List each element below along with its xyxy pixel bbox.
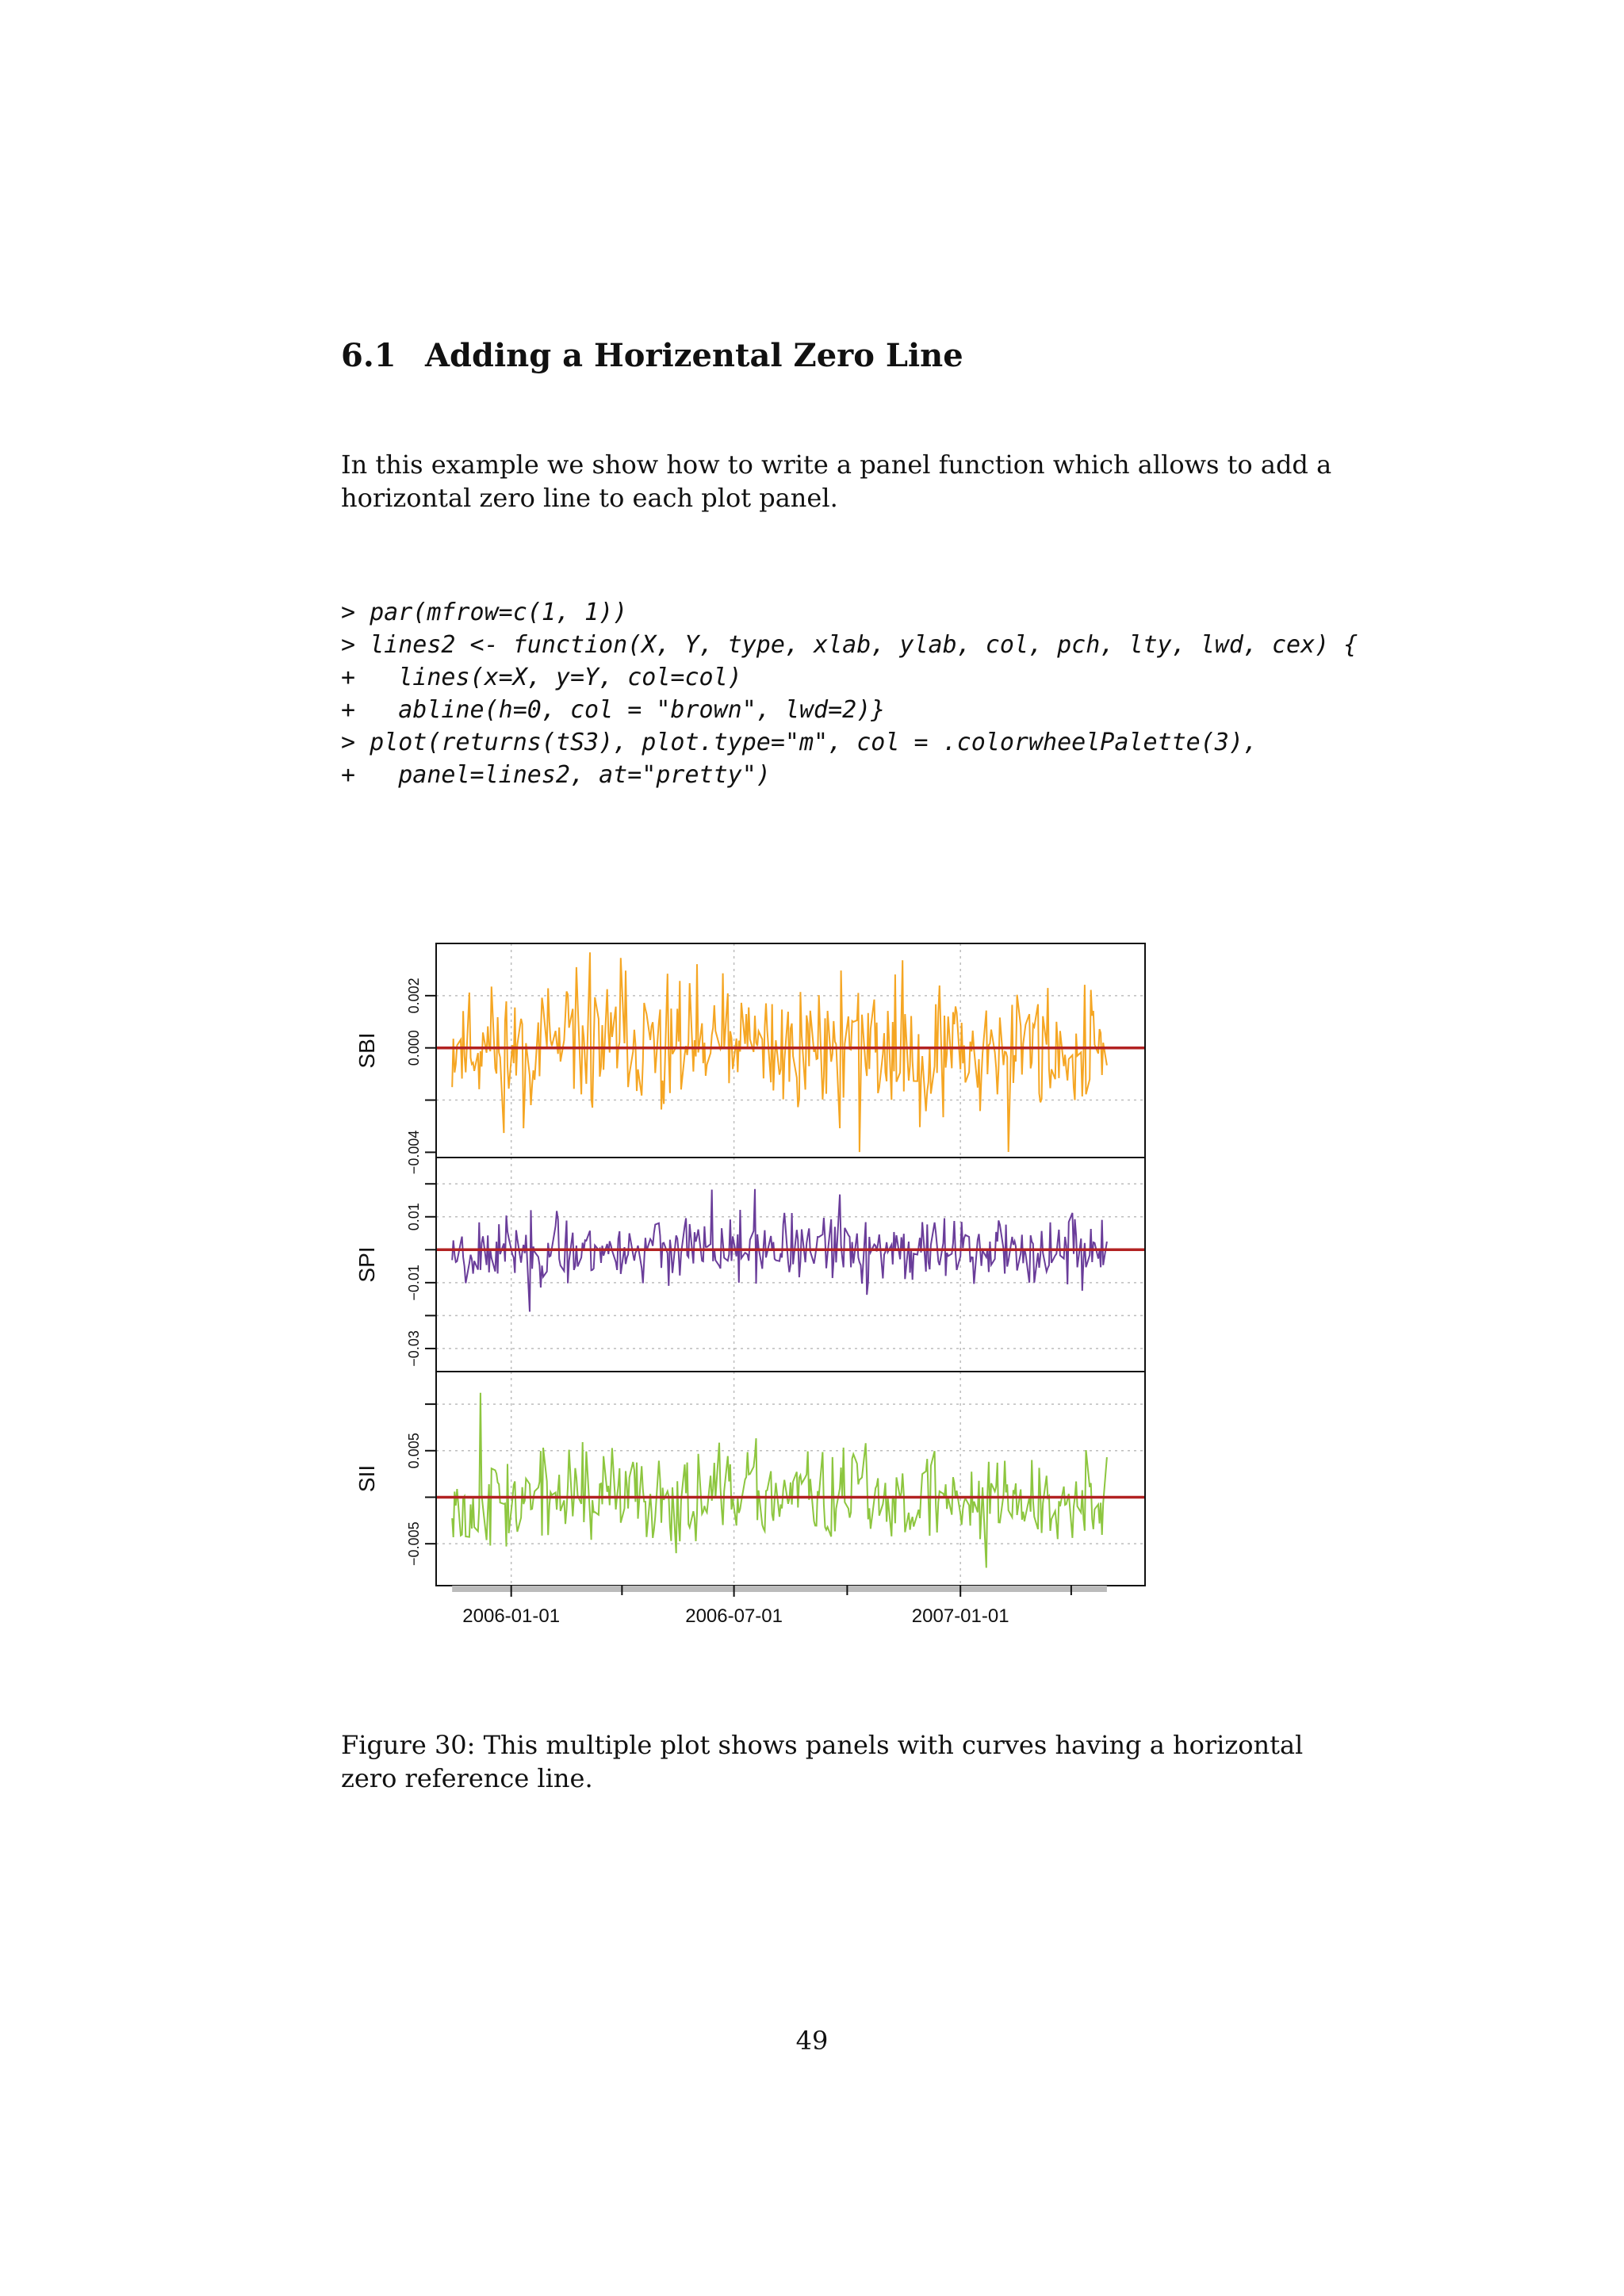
y-tick-label: 0.000 — [406, 1030, 422, 1066]
y-tick-label: 0.002 — [406, 978, 422, 1014]
code-line: + lines(x=X, y=Y, col=col) — [341, 664, 742, 691]
page-number: 49 — [795, 2026, 829, 2056]
x-tick-label: 2006-07-01 — [685, 1605, 783, 1627]
series-line-sbi — [452, 952, 1107, 1152]
code-line: > par(mfrow=c(1, 1)) — [341, 599, 628, 626]
code-line: > plot(returns(tS3), plot.type="m", col = .colorwheelPalette(3), — [341, 729, 1258, 756]
y-tick-label: 0.005 — [406, 1433, 422, 1469]
x-axis-range-bar — [452, 1586, 1107, 1592]
section-number: 6.1 — [341, 337, 396, 374]
panel-label: SPI — [354, 1246, 379, 1283]
multi-panel-time-series-chart — [317, 920, 1174, 1633]
section-heading — [341, 337, 963, 374]
y-tick-label: −0.005 — [406, 1521, 422, 1566]
code-line: > lines2 <- function(X, Y, type, xlab, ylab, col, pch, lty, lwd, cex) { — [341, 631, 1358, 659]
figure-caption: Figure 30: This multiple plot shows panels with curves having a horizontal zero reference line. — [341, 1730, 1304, 1793]
series-line-sii — [452, 1393, 1107, 1568]
intro-paragraph: In this example we show how to write a panel function which allows to add a horizontal zero line to each plot panel. — [341, 450, 1332, 513]
y-tick-label: 0.01 — [406, 1203, 422, 1231]
x-tick-label: 2007-01-01 — [911, 1605, 1009, 1627]
y-tick-label: −0.004 — [406, 1130, 422, 1175]
y-tick-label: −0.03 — [406, 1330, 422, 1367]
code-block — [341, 596, 1358, 791]
y-tick-label: −0.01 — [406, 1265, 422, 1301]
panel-label: SII — [354, 1464, 379, 1493]
panel-label: SBI — [354, 1032, 379, 1069]
section-title: Adding a Horizental Zero Line — [425, 337, 963, 374]
x-tick-label: 2006-01-01 — [462, 1605, 561, 1627]
code-line: + panel=lines2, at="pretty") — [341, 761, 771, 789]
code-line: + abline(h=0, col = "brown", lwd=2)} — [341, 696, 886, 724]
